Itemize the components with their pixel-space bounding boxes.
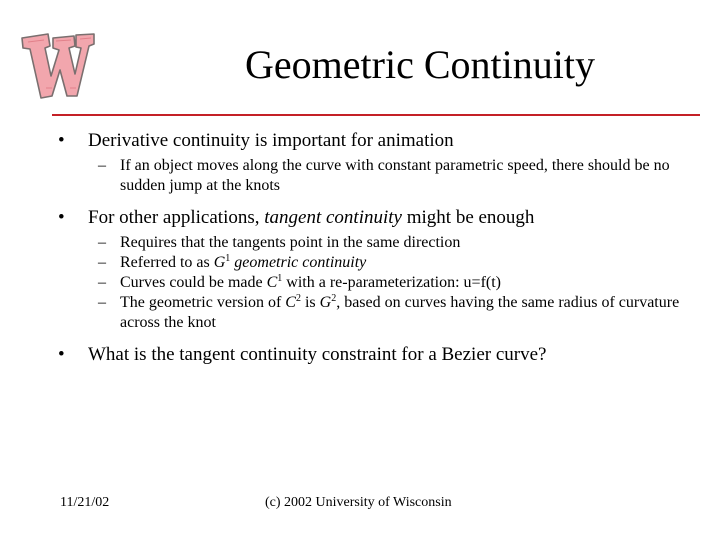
sub-bullet-text-mid: is	[300, 294, 320, 311]
bullet-derivative-continuity	[58, 128, 698, 153]
dash-marker: –	[98, 157, 106, 174]
bullet-text: What is the tangent continuity constraint for a Bezier curve?	[88, 344, 547, 365]
sub-bullet-text-post: , based on curves having the same radius of curvature across the knot	[120, 294, 680, 331]
dash-marker: –	[98, 234, 106, 251]
math-g: G	[213, 254, 226, 271]
bullet-text-emphasis: tangent continuity	[264, 207, 402, 228]
footer-date: 11/21/02	[60, 495, 110, 510]
math-c: C	[266, 274, 278, 291]
university-w-logo	[18, 26, 96, 104]
slide-title: Geometric Continuity	[245, 42, 595, 87]
bullet-text: Derivative continuity is important for animation	[88, 130, 454, 151]
math-c: C	[285, 294, 296, 311]
superscript: 2	[295, 293, 301, 304]
footer-copyright: (c) 2002 University of Wisconsin	[265, 495, 452, 510]
bullet-tangent-continuity	[58, 205, 698, 230]
bullet-marker: •	[58, 207, 65, 228]
dash-marker: –	[98, 254, 106, 271]
sub-bullet-text-pre: The geometric version of	[120, 294, 286, 311]
dash-marker: –	[98, 274, 106, 291]
sub-bullet-text-pre: Referred to as	[120, 254, 214, 271]
superscript: 1	[277, 273, 283, 284]
sub-bullet-same-direction	[58, 233, 698, 253]
sub-bullet-text: Requires that the tangents point in the same direction	[120, 234, 461, 251]
slide-content	[58, 128, 698, 367]
bullet-marker: •	[58, 130, 65, 151]
superscript: 2	[331, 293, 337, 304]
bullet-text-post: might be enough	[401, 207, 535, 228]
sub-bullet-text-post: with a re-parameterization: u=f(t)	[282, 274, 501, 291]
sub-bullet-text: If an object moves along the curve with constant parametric speed, there should be no sudden jump at the knots	[120, 157, 670, 194]
sub-bullet-emphasis: geometric continuity	[230, 254, 367, 271]
dash-marker: –	[98, 294, 106, 311]
uw-w-logo-icon	[18, 26, 96, 104]
bullet-text-pre: For other applications,	[88, 207, 265, 228]
sub-bullet-constant-speed	[58, 156, 698, 196]
sub-bullet-g1	[58, 253, 698, 273]
sub-bullet-c1	[58, 273, 698, 293]
bullet-marker: •	[58, 344, 65, 365]
superscript: 1	[225, 253, 231, 264]
bullet-bezier-question	[58, 342, 698, 367]
sub-bullet-text-pre: Curves could be made	[120, 274, 267, 291]
math-g: G	[319, 294, 332, 311]
title-divider	[52, 114, 700, 116]
sub-bullet-g2	[58, 293, 698, 333]
